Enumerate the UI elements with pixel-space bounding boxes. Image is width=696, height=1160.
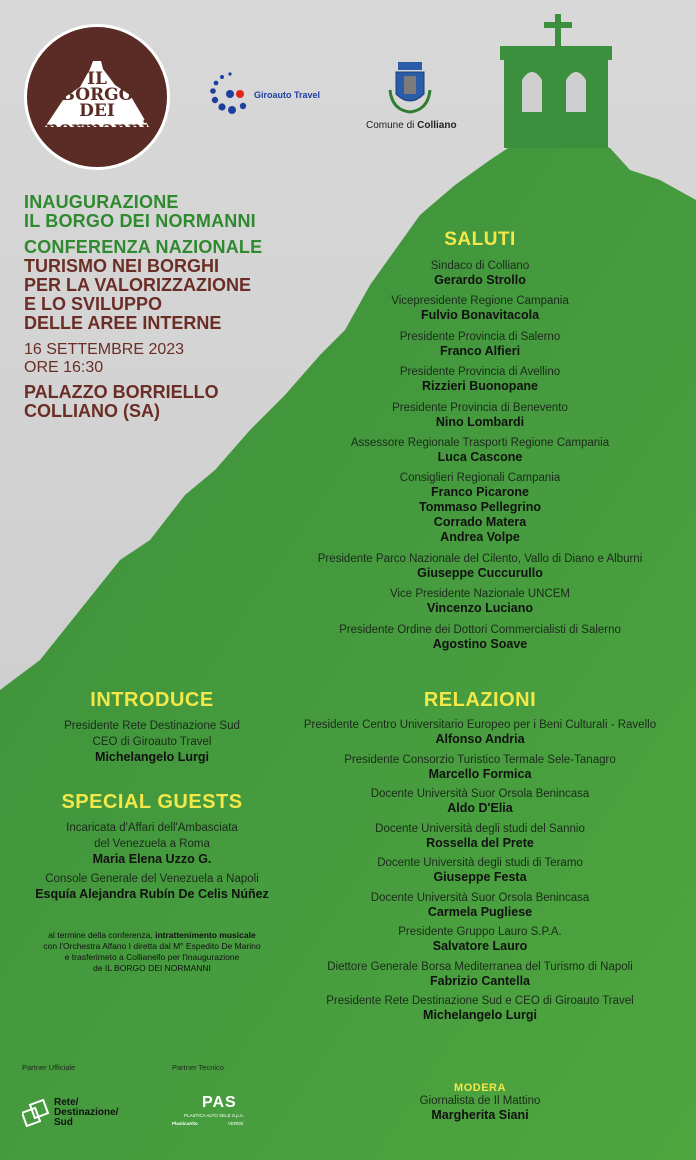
relazioni-item [278,787,682,816]
saluti-item [290,436,670,465]
introduce-section [20,689,284,765]
saluti-name: Giuseppe Cuccurullo [417,565,543,580]
saluti-role: Consiglieri Regionali Campania [399,472,561,485]
event-line3: CONFERENZA NAZIONALE [24,237,263,257]
relazioni-item [278,856,682,885]
saluti-role: Vicepresidente Regione Campania [391,295,569,308]
closing-line3: e trasferimeto a Collianello per l'inaugurazione [64,952,240,962]
relazioni-item [278,718,682,747]
rete-line3: Sud [54,1117,73,1128]
event-line2: IL BORGO DEI NORMANNI [24,211,256,231]
saluti-name: Andrea Volpe [440,530,520,545]
guest1-role1: Incaricata d'Affari dell'Ambasciata [66,822,238,834]
saluti-name: Gerardo Strollo [434,273,526,287]
introduce-title: INTRODUCE [90,689,214,711]
relazioni-item [278,891,682,920]
relazioni-name: Marcello Formica [428,766,532,781]
saluti-role: Presidente Provincia di Salerno [399,330,561,343]
relazioni-name: Carmela Pugliese [427,904,533,919]
relazioni-name: Alfonso Andria [435,732,525,746]
guest2-name: Esquía Alejandra Rubín De Celis Núñez [35,887,269,901]
saluti-name: Agostino Soave [432,636,528,651]
logo-line1: IL [87,69,107,89]
closing-line4: de IL BORGO DEI NORMANNI [93,963,211,973]
saluti-list [290,259,670,652]
saluti-name: Corrado Matera [433,515,527,530]
relazioni-role: Presidente Centro Universitario Europeo per i Beni Culturali - Ravello [303,719,657,731]
guest2-role: Console Generale del Venezuela a Napoli [45,873,259,885]
saluti-role: Assessore Regionale Trasporti Regione Campania [350,436,610,449]
church-tower-icon [500,14,612,148]
relazioni-list [278,718,682,1023]
saluti-item [290,623,670,652]
saluti-item [290,330,670,359]
relazioni-name: Aldo D'Elia [447,801,513,815]
relazioni-role: Presidente Rete Destinazione Sud e CEO di Giroauto Travel [326,995,634,1007]
relazioni-role: Presidente Consorzio Turistico Termale Sele-Tanagro [344,753,616,766]
saluti-name: Rizzieri Buonopane [422,379,538,394]
coat-of-arms-icon [388,60,432,114]
logo-line3: DEI [79,101,115,121]
saluti-role: Presidente Provincia di Avellino [399,366,561,379]
relazioni-name: Salvatore Lauro [432,939,528,953]
relazioni-role: Docente Università degli studi di Teramo [377,857,583,869]
event-date: 16 SETTEMBRE 2023 [24,341,185,358]
relazioni-role: Presidente Gruppo Lauro S.P.A. [398,926,562,938]
relazioni-role: Docente Università degli studi del Sannio [375,822,585,835]
guests-title: SPECIAL GUESTS [61,791,243,813]
modera-title: MODERA [454,1082,506,1094]
event-title-2: PER LA VALORIZZAZIONE [24,275,251,295]
relazioni-name: Michelangelo Lurgi [423,1008,537,1022]
closing-note [10,930,294,974]
event-title-1: TURISMO NEI BORGHI [24,256,220,276]
event-title-4: DELLE AREE INTERNE [24,313,222,333]
rete-logo [22,1096,142,1136]
saluti-item [290,294,670,323]
borgo-logo [24,24,170,170]
comune-name: Comune di Colliano [366,120,457,131]
comune-logo [360,60,460,135]
saluti-role: Presidente Provincia di Benevento [392,401,568,414]
rete-line2: Destinazione/ [54,1107,119,1118]
dots-logo-icon [210,70,252,116]
saluti-title: SALUTI [444,229,516,250]
saluti-item [290,401,670,430]
introduce-name: Michelangelo Lurgi [95,750,209,764]
logo-place: COLLIANO [67,143,127,154]
relazioni-role: Docente Università Suor Orsola Benincasa [370,788,590,800]
saluti-role: Vice Presidente Nazionale UNCEM [389,588,571,601]
modera-name: Margherita Siani [431,1108,529,1122]
relazioni-name: Giuseppe Festa [433,870,527,884]
saluti-section [290,229,670,658]
event-title-3: E LO SVILUPPO [24,294,163,314]
relazioni-role: Docente Università Suor Orsola Benincasa [370,891,590,904]
pas-name: PAS [202,1094,237,1111]
pas-small2: VERDE [228,1121,244,1126]
relazioni-item [278,994,682,1023]
relazioni-name: Fabrizio Cantella [429,973,531,988]
event-venue2: COLLIANO (SA) [24,401,160,421]
tech-partner-label: Partner Tecnico [172,1063,224,1072]
closing-line2: con l'Orchestra Alfano I diretta dal M° Espedito De Marino [43,941,261,951]
relazioni-name: Rossella del Prete [426,835,534,850]
pas-logo [170,1094,270,1134]
saluti-item [290,365,670,394]
logo-line4: normanni [45,117,149,139]
relazioni-title: RELAZIONI [423,689,537,711]
saluti-name: Nino Lombardi [435,414,525,429]
saluti-name: Franco Picarone [431,485,529,500]
relazioni-section [278,689,682,1029]
relazioni-role: Diettore Generale Borsa Mediterranea del Turismo di Napoli [327,960,633,973]
relazioni-item [278,925,682,954]
pas-sub: PLASTICA ALTO SELE S.p.A. [184,1113,245,1118]
guest1-name: Maria Elena Uzzo G. [92,852,212,866]
guest1-role2: del Venezuela a Roma [94,838,210,850]
saluti-name: Fulvio Bonavitacola [420,308,540,323]
saluti-item [290,259,670,288]
relazioni-item [278,960,682,989]
saluti-name: Tommaso Pellegrino [418,500,541,515]
partner-label: Partner Ufficiale [22,1063,76,1072]
rete-line1: Rete/ [54,1097,79,1108]
event-venue1: PALAZZO BORRIELLO [24,382,219,402]
saluti-item [290,552,670,581]
saluti-role: Sindaco di Colliano [430,260,530,272]
relazioni-item [278,753,682,782]
giroauto-name: Giroauto Travel [254,90,321,100]
closing-line1: al termine della conferenza, intrattenimento musicale [48,930,256,940]
pas-small1: PlasticaAlto [172,1121,198,1126]
saluti-item [290,471,670,545]
saluti-role: Presidente Ordine dei Dottori Commercialisti di Salerno [339,623,621,636]
saluti-role: Presidente Parco Nazionale del Cilento, Vallo di Diano e Alburni [317,552,643,565]
saluti-name: Luca Cascone [437,449,523,464]
relazioni-item [278,822,682,851]
guests-section [10,791,294,902]
event-time: ORE 16:30 [24,359,104,376]
introduce-role2: CEO di Giroauto Travel [92,736,212,748]
modera-role: Giornalista de Il Mattino [419,1095,541,1107]
modera-section [330,1082,630,1123]
giroauto-logo [210,70,330,120]
layers-logo-icon [22,1096,50,1130]
introduce-role1: Presidente Rete Destinazione Sud [64,720,240,732]
event-line1: INAUGURAZIONE [24,192,179,212]
event-header [24,193,294,421]
saluti-name: Franco Alfieri [439,343,521,358]
saluti-item [290,587,670,616]
saluti-name: Vincenzo Luciano [426,601,534,616]
logo-line2: BORGO [60,85,134,105]
